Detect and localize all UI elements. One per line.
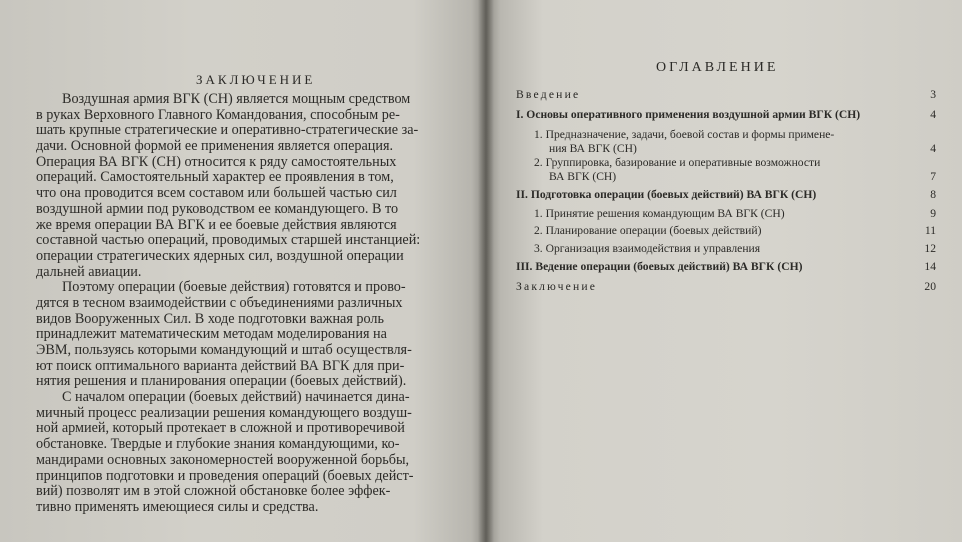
text-line: принадлежит математическим методам моделирования на xyxy=(36,326,387,343)
toc-entry-label: 2. Группировка, базирование и оперативные возможности xyxy=(534,156,821,169)
text-line: Операция ВА ВГК (СН) относится к ряду самостоятельных xyxy=(36,153,397,170)
text-line: ют поиск оптимального варианта действий ВА ВГК для при- xyxy=(36,357,405,374)
toc-entry-label-continued: ВА ВГК (СН) xyxy=(549,170,617,183)
toc-entry-label: 2. Планирование операции (боевых действий) xyxy=(534,224,762,237)
text-line: мандирами основных закономерностей вооруженной борьбы, xyxy=(36,451,410,468)
toc-entry-page: 11 xyxy=(924,224,936,237)
book-gutter xyxy=(478,0,494,542)
text-line: операций. Самостоятельный характер ее проявления в том, xyxy=(36,169,394,186)
toc-entry-label: II. Подготовка операции (боевых действий) ВА ВГК (СН) xyxy=(516,188,817,201)
text-line: что она проводится всем составом или большей частью сил xyxy=(36,185,397,202)
toc-entry-label: I. Основы оперативного применения воздушной армии ВГК (СН) xyxy=(516,108,861,121)
text-line: Поэтому операции (боевые действия) готовятся и прово- xyxy=(62,279,406,296)
toc-entry-page: 7 xyxy=(930,170,936,183)
text-line: мичный процесс реализации решения командующего воздуш- xyxy=(36,404,412,421)
text-line: С началом операции (боевых действий) начинается дина- xyxy=(62,389,410,406)
text-line: тивно применять имеющиеся силы и средства. xyxy=(36,498,319,515)
toc-entry-label: Заключение xyxy=(516,280,598,293)
toc-entry-label: 1. Предназначение, задачи, боевой состав и формы примене- xyxy=(534,128,835,141)
text-line: же время операции ВА ВГК и ее боевые действия являются xyxy=(36,216,397,233)
text-line: обстановке. Твердые и глубокие знания командующими, ко- xyxy=(36,436,400,453)
text-line: Воздушная армия ВГК (СН) является мощным средством xyxy=(62,91,411,107)
toc-entry-label: 3. Организация взаимодействия и управления xyxy=(534,242,761,255)
toc-entry-label-continued: ния ВА ВГК (СН) xyxy=(549,142,637,155)
right-page xyxy=(486,0,962,542)
toc-entry-page: 14 xyxy=(924,260,936,273)
text-line: принципов подготовки и проведения операций (боевых дейст- xyxy=(36,467,414,484)
text-line: вий) позволят им в этой сложной обстановке более эффек- xyxy=(36,483,391,500)
text-line: ЭВМ, пользуясь которыми командующий и штаб осуществля- xyxy=(36,342,412,358)
toc-entry-page: 9 xyxy=(930,207,936,220)
toc-entry-page: 20 xyxy=(924,280,936,293)
toc-entry-label: Введение xyxy=(516,88,581,101)
text-line: составной частью операций, проводимых старшей инстанцией: xyxy=(36,232,421,249)
toc-entry-page: 4 xyxy=(930,108,936,121)
text-line: видов Вооруженных Сил. В ходе подготовки важная роль xyxy=(36,310,384,327)
text-line: дятся в тесном взаимодействии с объединениями различных xyxy=(36,294,403,311)
text-line: ной армией, который протекает в сложной и противоречивой xyxy=(36,420,405,437)
text-line: нятия решения и планирования операции (боевых действий). xyxy=(36,373,407,390)
text-line: дальней авиации. xyxy=(36,263,142,280)
toc-entry-page: 12 xyxy=(924,242,936,255)
toc-entry-page: 3 xyxy=(930,88,936,101)
text-line: воздушной армии под руководством ее командующего. В то xyxy=(36,200,399,217)
text-line: операции стратегических ядерных сил, воздушной операции xyxy=(36,247,404,264)
conclusion-body xyxy=(36,92,476,516)
toc-title: ОГЛАВЛЕНИЕ xyxy=(656,60,779,75)
text-line: дачи. Основной формой ее применения является операция. xyxy=(36,138,394,155)
toc-entry-page: 4 xyxy=(930,142,936,155)
text-line: в руках Верховного Главного Командования, способным ре- xyxy=(36,106,400,123)
toc-entry-page: 8 xyxy=(930,188,936,201)
conclusion-title: ЗАКЛЮЧЕНИЕ xyxy=(196,72,316,87)
text-line: шать крупные стратегические и оперативно-стратегические за- xyxy=(36,122,419,139)
toc-entry-label: III. Ведение операции (боевых действий) ВА ВГК (СН) xyxy=(516,260,803,273)
toc-entry-label: 1. Принятие решения командующим ВА ВГК (СН) xyxy=(534,207,785,220)
